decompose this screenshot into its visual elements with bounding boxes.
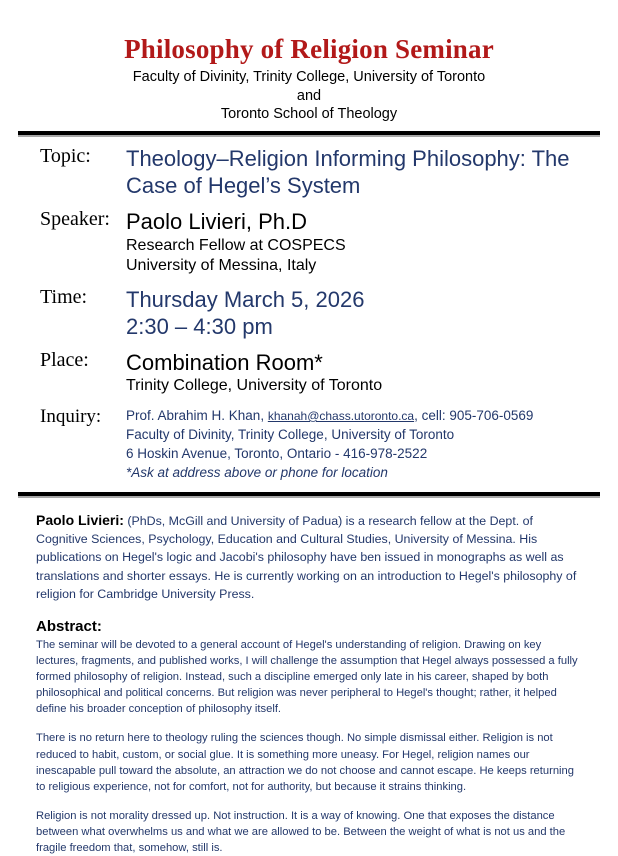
time-label: Time: <box>40 285 88 308</box>
field-row-topic <box>18 145 600 200</box>
header-subtitle-line-2: and <box>296 87 322 104</box>
field-row-inquiry <box>18 406 600 483</box>
abstract-heading: Abstract: <box>36 617 102 635</box>
abstract-paragraph-1: The seminar will be devoted to a general account of Hegel's understanding of religion. Drawing on key lectures, fragments, and published works, I will challenge the assumption that Hegel always possessed a fully formed philosophy of religion. Instead, such a discipline emerged only late in his career, shaped by both philosophical and political concerns. But religion was never peripheral to Hegel's thought; rather, it helped define his broader conception of philosophy itself. <box>36 638 578 716</box>
inquiry-contact-line <box>126 406 600 425</box>
page-title: Philosophy of Religion Seminar <box>124 34 494 64</box>
bio-speaker-name: Paolo Livieri: <box>36 511 124 528</box>
inquiry-footnote: *Ask at address above or phone for location <box>126 465 388 481</box>
speaker-name: Paolo Livieri, Ph.D <box>126 209 307 235</box>
time-date: Thursday March 5, 2026 <box>126 286 365 312</box>
bio-text: (PhDs, McGill and University of Padua) is a research fellow at the Dept. of Cognitive Sciences, Psychology, Education and Cultural Studies, University of Messina. His publications on Hegel's logic and Jacobi's philosophy have ben issued in monographs as well as translations and shorter essays. He is currently working on an introduction to Hegel's philosophy of religion for Cambridge University Press. <box>36 513 577 601</box>
divider-bottom <box>18 492 600 498</box>
header-subtitle-line-1: Faculty of Divinity, Trinity College, University of Toronto <box>132 69 486 86</box>
speaker-label: Speaker: <box>40 208 110 231</box>
abstract-paragraph-3: Religion is not morality dressed up. Not instruction. It is a way of knowing. One that exposes the distance between what overwhelms us and what we are allowed to be. Between the weight of what is not us and the fragile freedom that, somehow, still is. <box>36 809 566 855</box>
abstract-paragraph-2: There is no return here to theology ruling the sciences though. No simple dismissal either. Religion is not reduced to habit, custom, or social glue. It is something more uneasy. For Hegel, religion names our inescapable pull toward the absolute, an attraction we do not choose and cannot escape. He keeps returning to religious experience, not for comfort, not for authority, but because it strains thinking. <box>36 732 574 793</box>
inquiry-line-3: 6 Hoskin Avenue, Toronto, Ontario - 416-978-2522 <box>126 446 428 462</box>
contact-email-link[interactable]: khanah@chass.utoronto.ca <box>267 408 415 423</box>
inquiry-line-2: Faculty of Divinity, Trinity College, University of Toronto <box>126 427 455 443</box>
speaker-bio <box>36 510 584 603</box>
topic-label: Topic: <box>40 144 91 167</box>
field-row-time <box>18 286 600 341</box>
field-row-place <box>18 349 600 397</box>
place-label: Place: <box>40 349 89 372</box>
poster-header <box>18 0 600 124</box>
place-address: Trinity College, University of Toronto <box>126 377 383 395</box>
speaker-affiliation-line-2: University of Messina, Italy <box>126 257 317 275</box>
speaker-affiliation-line-1: Research Fellow at COSPECS <box>126 236 346 254</box>
field-row-speaker <box>18 208 600 276</box>
details-list <box>18 145 600 483</box>
inquiry-contact-name: Prof. Abrahim H. Khan, <box>126 407 268 423</box>
poster-body <box>18 510 600 856</box>
inquiry-label: Inquiry: <box>40 405 102 427</box>
place-room: Combination Room* <box>126 350 323 376</box>
divider-top <box>18 131 600 137</box>
header-subtitle-line-3: Toronto School of Theology <box>220 106 398 123</box>
time-hours: 2:30 – 4:30 pm <box>126 313 273 339</box>
topic-value: Theology–Religion Informing Philosophy: The Case of Hegel’s System <box>126 145 570 199</box>
inquiry-contact-phone: , cell: 905-706-0569 <box>414 407 534 423</box>
